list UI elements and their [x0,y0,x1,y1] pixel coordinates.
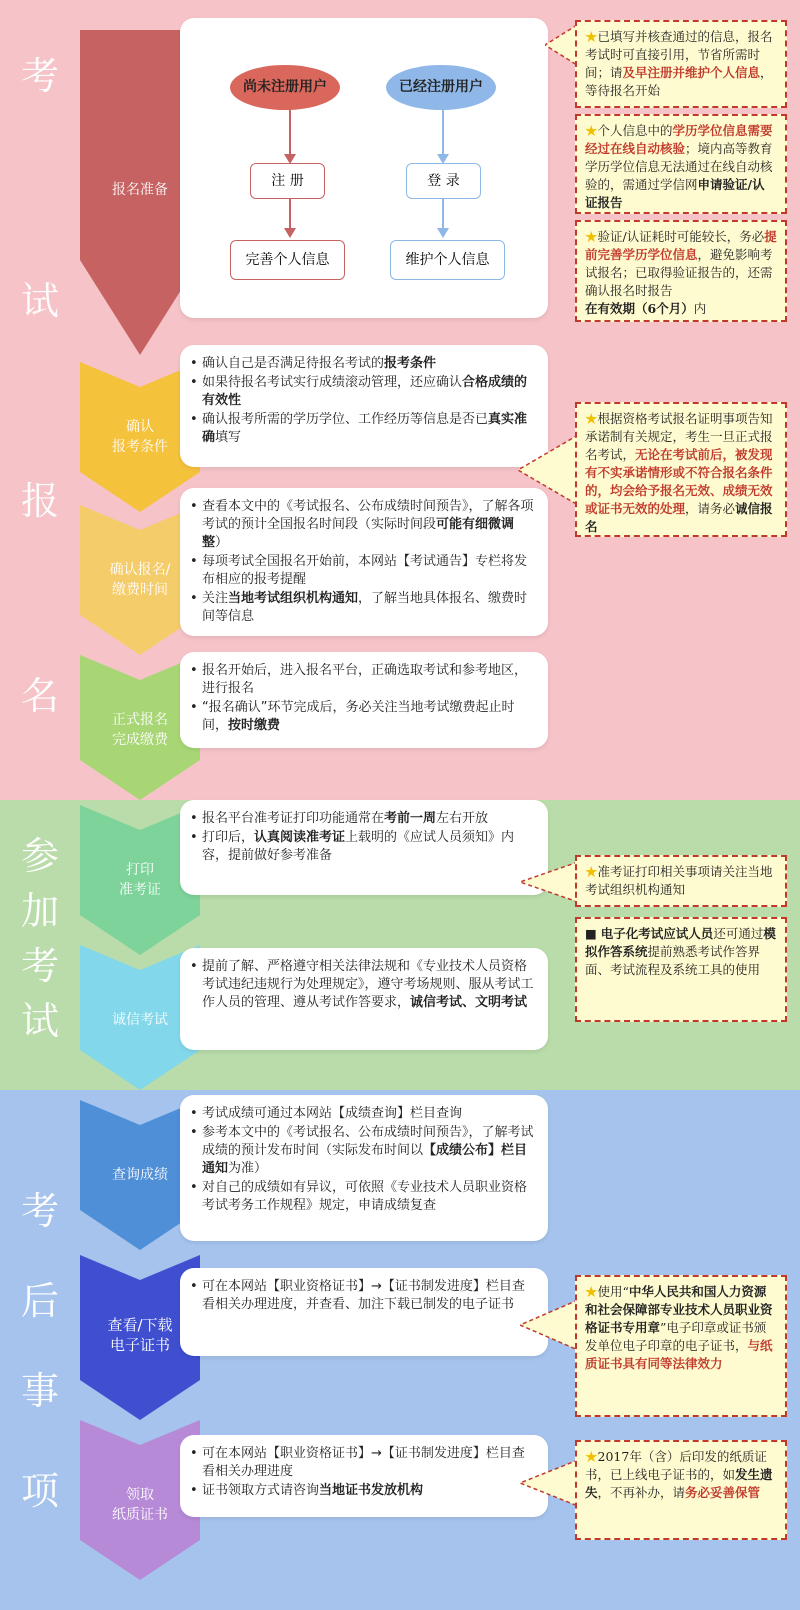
note-register-early: ★已填写并核查通过的信息，报名考试时可直接引用，节省所需时间；请及早注册并维护个人信息，等待报名开始 [575,20,787,108]
star-icon: ★ [585,1284,598,1299]
note-pointer [520,1460,578,1506]
star-icon: ★ [585,29,598,44]
step-label: 完成缴费 [112,732,168,748]
step-label: 查看/下载 [107,1316,173,1334]
old-user-oval: 已经注册用户 [386,65,496,110]
new-user-oval: 尚未注册用户 [230,65,340,110]
note-pointer [520,1300,578,1350]
list-item: • “报名确认”环节完成后，务必关注当地考试缴费起止时间，按时缴费 [202,699,534,735]
note-mock-system: ■ 电子化考试应试人员还可通过模拟作答系统提前熟悉考试作答界面、考试流程及系统工具的使用 [575,917,787,1022]
list-item: • 可在本网站【职业资格证书】→【证书制发进度】栏目查看相关办理进度 [202,1445,534,1481]
list-item: • 可在本网站【职业资格证书】→【证书制发进度】栏目查看相关办理进度，并查看、加注下载已制发的电子证书 [202,1278,534,1314]
flow-arrow [433,110,453,165]
side-char: 试 [20,999,59,1043]
flow-arrow [280,199,300,239]
star-icon: ★ [585,864,598,879]
step-label: 领取 [126,1487,154,1503]
flow-arrow [433,199,453,239]
panel-print [180,800,548,895]
star-icon: ★ [585,123,598,138]
side-char: 后 [20,1279,59,1323]
side-char: 报 [20,479,59,523]
list-item: • 报名开始后，进入报名平台，正确选取考试和参考地区，进行报名 [202,662,534,698]
list-item: • 关注当地考试组织机构通知，了解当地具体报名、缴费时间等信息 [202,590,534,626]
step-label: 确认报名/ [109,562,171,578]
note-pointer [545,25,577,65]
list-item: • 确认报考所需的学历学位、工作经历等信息是否已真实准确填写 [202,411,534,447]
list-item: • 证书领取方式请咨询当地证书发放机构 [202,1482,534,1500]
star-icon: ★ [585,411,598,426]
step-label: 纸质证书 [112,1507,168,1523]
step-label: 缴费时间 [112,582,168,598]
login-box: 登 录 [406,163,481,199]
list-item: • 确认自己是否满足待报名考试的报考条件 [202,355,534,373]
note-degree-verify: ★个人信息中的学历学位信息需要经过在线自动核验；境内高等教育学历学位信息无法通过在线自动核验的，需通过学信网申请验证/认证报告 [575,114,787,214]
side-char: 事 [20,1369,59,1413]
side-char: 参 [20,834,59,878]
step-label: 确认 [126,419,154,435]
panel-query [180,1095,548,1241]
panel-fee-time [180,488,548,636]
note-pointer [520,862,578,902]
note-honest-registration: ★根据资格考试报名证明事项告知承诺制有关规定，考生一旦正式报名考试，无论在考试前后，被发现有不实承诺情形或不符合报名条件的，均会给予报名无效、成绩无效或证书无效的处理，请务必诚信报名 [575,402,787,537]
step-label: 查询成绩 [112,1167,168,1183]
complete-info-box: 完善个人信息 [230,240,345,280]
list-item: • 如果待报名考试实行成绩滚动管理，还应确认合格成绩的有效性 [202,374,534,410]
list-item: • 考试成绩可通过本网站【成绩查询】栏目查询 [202,1105,534,1123]
step-label: 报考条件 [112,439,168,455]
list-item: • 参考本文中的《考试报名、公布成绩时间预告》，了解考试成绩的预计发布时间（实际发布时间以【成绩公布】栏目通知为准） [202,1124,534,1178]
note-paper-cert: ★2017年（含）后印发的纸质证书，已上线电子证书的，如发生遗失，不再补办，请务必妥善保管 [575,1440,787,1540]
step-label: 打印 [126,862,154,878]
step-label: 正式报名 [112,712,168,728]
panel-conditions [180,345,548,467]
side-char: 考 [20,1189,59,1233]
note-ecert-validity: ★使用“中华人民共和国人力资源和社会保障部专业技术人员职业资格证书专用章”电子印章或证书颁发单位电子印章的电子证书，与纸质证书具有同等法律效力 [575,1275,787,1417]
panel-honest [180,948,548,1050]
side-char: 考 [20,54,59,98]
list-item: • 查看本文中的《考试报名、公布成绩时间预告》，了解各项考试的预计全国报名时间段（实际时间段可能有细微调整） [202,498,534,552]
list-item: • 打印后，认真阅读准考证上载明的《应试人员须知》内容，提前做好参考准备 [202,829,534,865]
list-item: • 报名平台准考证打印功能通常在考前一周左右开放 [202,810,534,828]
panel-ecert [180,1268,548,1356]
flow-arrow [280,110,300,165]
side-char: 试 [20,279,59,323]
register-box: 注 册 [250,163,325,199]
note-print-notice: ★准考证打印相关事项请关注当地考试组织机构通知 [575,855,787,907]
star-icon: ★ [585,1449,598,1464]
step-label: 报名准备 [112,182,168,198]
maintain-info-box: 维护个人信息 [390,240,505,280]
side-char: 加 [20,889,59,933]
side-char: 项 [20,1469,59,1513]
step-label: 准考证 [119,882,161,898]
panel-paper [180,1435,548,1517]
side-char: 名 [20,674,59,718]
star-icon: ★ [585,229,598,244]
note-verify-time: ★验证/认证耗时可能较长，务必提前完善学历学位信息，避免影响考试报名；已取得验证报告的，还需确认报名时报告在有效期（6个月）内 [575,220,787,322]
step-label: 电子证书 [109,1336,170,1354]
step-label: 诚信考试 [112,1012,168,1028]
list-item: • 每项考试全国报名开始前，本网站【考试通告】专栏将发布相应的报考提醒 [202,553,534,589]
computer-icon: ■ [585,926,597,941]
list-item: • 对自己的成绩如有异议，可依照《专业技术人员职业资格考试考务工作规程》规定，申请成绩复查 [202,1179,534,1215]
list-item: • 提前了解、严格遵守相关法律法规和《专业技术人员资格考试违纪违规行为处理规定》，遵守考场规则、服从考试工作人员的管理、遵从考试作答要求，诚信考试、文明考试 [202,958,534,1012]
panel-formal [180,652,548,748]
side-char: 考 [20,944,59,988]
